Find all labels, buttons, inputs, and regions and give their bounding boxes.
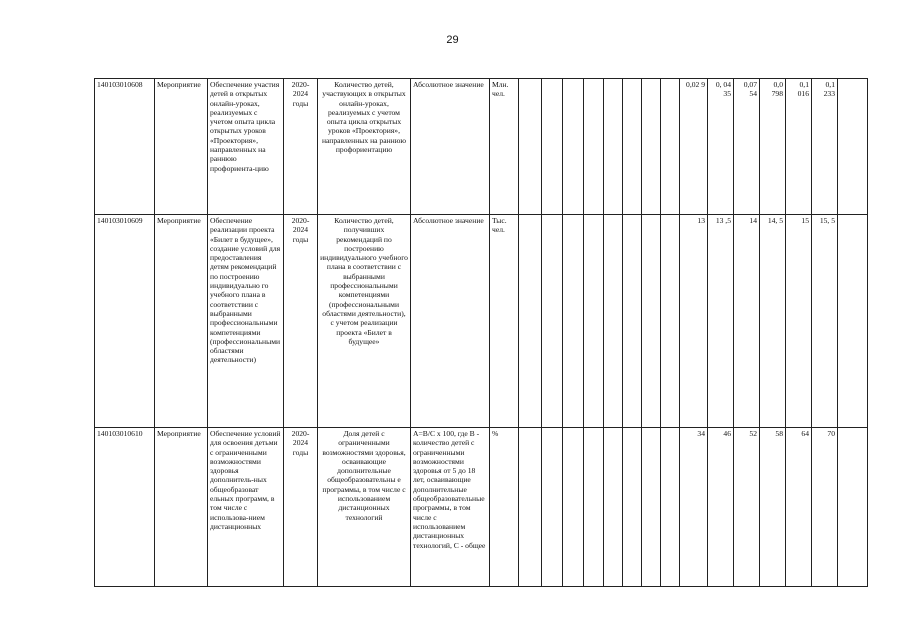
empty-cell bbox=[623, 428, 642, 587]
table-row bbox=[95, 215, 868, 428]
table-row bbox=[95, 79, 868, 215]
unit-of-measure: Млн. чел. bbox=[490, 79, 519, 215]
indicator-name: Количество детей, получивших рекомендаций по построению индивидуального учебного плана в соответствии с выбранными профессиональными компетенциями (профессиональными областями деятельности), с учетом реализации проекта «Билет в будущее» bbox=[318, 215, 411, 428]
empty-cell bbox=[519, 215, 542, 428]
empty-cell bbox=[661, 79, 680, 215]
value-2025: 0,1 233 bbox=[812, 79, 838, 215]
empty-cell bbox=[542, 79, 563, 215]
value-2025: 15, 5 bbox=[812, 215, 838, 428]
activity-name: Обеспечение условий для освоения детьми с ограниченными возможностями здоровья дополнитель-ных общеобразоват ельных программ, в том числе с использова-нием дистанционных bbox=[208, 428, 284, 587]
activity-code: 140103010609 bbox=[95, 215, 155, 428]
empty-cell bbox=[604, 215, 623, 428]
empty-cell bbox=[661, 215, 680, 428]
empty-cell bbox=[661, 428, 680, 587]
value-2024: 15 bbox=[786, 215, 812, 428]
activity-kind: Мероприятие bbox=[155, 79, 208, 215]
indicator-name: Доля детей с ограниченными возможностями здоровья, осваивающие дополнительные общеобразовательны е программы, в том числе с использованием дистанционных технологий bbox=[318, 428, 411, 587]
calculation-method: Абсолютное значение bbox=[411, 215, 490, 428]
empty-cell bbox=[838, 428, 868, 587]
value-2021: 0, 04 35 bbox=[708, 79, 734, 215]
empty-cell bbox=[584, 428, 604, 587]
empty-cell bbox=[623, 79, 642, 215]
empty-cell bbox=[838, 215, 868, 428]
empty-cell bbox=[542, 215, 563, 428]
empty-cell bbox=[563, 428, 584, 587]
activity-period: 2020-2024 годы bbox=[284, 215, 318, 428]
value-2020: 0,02 9 bbox=[680, 79, 708, 215]
value-2023: 14, 5 bbox=[760, 215, 786, 428]
empty-cell bbox=[838, 79, 868, 215]
value-2021: 13 ,5 bbox=[708, 215, 734, 428]
unit-of-measure: % bbox=[490, 428, 519, 587]
empty-cell bbox=[584, 215, 604, 428]
value-2021: 46 bbox=[708, 428, 734, 587]
activity-name: Обеспечение участия детей в открытых онлайн-уроках, реализуемых с учетом опыта цикла открытых уроков «Проектория», направленных на раннюю профориента-цию bbox=[208, 79, 284, 215]
calculation-method: Абсолютное значение bbox=[411, 79, 490, 215]
activity-kind: Мероприятие bbox=[155, 215, 208, 428]
program-activities-table bbox=[94, 78, 868, 587]
empty-cell bbox=[642, 428, 661, 587]
empty-cell bbox=[563, 79, 584, 215]
value-2022: 0,07 54 bbox=[734, 79, 760, 215]
empty-cell bbox=[642, 215, 661, 428]
activity-period: 2020-2024 годы bbox=[284, 428, 318, 587]
empty-cell bbox=[519, 79, 542, 215]
value-2022: 14 bbox=[734, 215, 760, 428]
empty-cell bbox=[604, 428, 623, 587]
activity-code: 140103010608 bbox=[95, 79, 155, 215]
empty-cell bbox=[519, 428, 542, 587]
activity-code: 140103010610 bbox=[95, 428, 155, 587]
empty-cell bbox=[584, 79, 604, 215]
table-row bbox=[95, 428, 868, 587]
unit-of-measure: Тыс. чел. bbox=[490, 215, 519, 428]
value-2020: 34 bbox=[680, 428, 708, 587]
value-2024: 0,1 016 bbox=[786, 79, 812, 215]
activity-name: Обеспечение реализации проекта «Билет в будущее», создание условий для предоставления детям рекомендаций по построению индивидуально го учебного плана в соответствии с выбранными профессиональными компетенциями (профессиональными областями деятельности) bbox=[208, 215, 284, 428]
empty-cell bbox=[604, 79, 623, 215]
indicator-name: Количество детей, участвующих в открытых онлайн-уроках, реализуемых с учетом опыта цикла открытых уроков «Проектория», направленных на раннюю профориентацию bbox=[318, 79, 411, 215]
value-2023: 0,0 798 bbox=[760, 79, 786, 215]
activity-period: 2020-2024 годы bbox=[284, 79, 318, 215]
page-number: 29 bbox=[446, 34, 459, 46]
empty-cell bbox=[623, 215, 642, 428]
value-2024: 64 bbox=[786, 428, 812, 587]
value-2020: 13 bbox=[680, 215, 708, 428]
value-2023: 58 bbox=[760, 428, 786, 587]
empty-cell bbox=[563, 215, 584, 428]
activity-kind: Мероприятие bbox=[155, 428, 208, 587]
value-2022: 52 bbox=[734, 428, 760, 587]
empty-cell bbox=[642, 79, 661, 215]
empty-cell bbox=[542, 428, 563, 587]
value-2025: 70 bbox=[812, 428, 838, 587]
calculation-method: А=В/С х 100, где В - количество детей с ограниченными возможностями здоровья от 5 до 18 лет, осваивающие дополнительные общеобразовательные программы, в том числе с использованием дистанционных технологий, С - общее bbox=[411, 428, 490, 587]
